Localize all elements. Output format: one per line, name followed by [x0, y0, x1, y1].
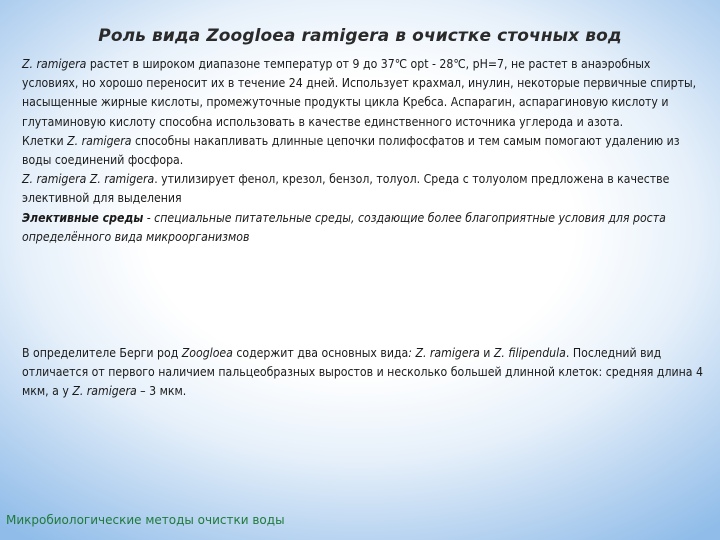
species-name: Z. ramigera — [67, 133, 132, 148]
paragraph-prefix: Клетки — [22, 133, 68, 148]
text-segment: и — [479, 346, 494, 360]
text-segment: . Последний вид отличается от первого наличием пальцеобразных выростов и несколько большей длинной клеток: средняя длина 4 мкм, а у — [22, 346, 703, 399]
text-segment: содержит два основных вида — [232, 346, 409, 360]
bergey-text-block — [22, 344, 704, 402]
paragraph-polyphosphates — [22, 132, 704, 170]
species-name: Z. ramigera — [72, 384, 137, 399]
slide-footer: Микробиологические методы очистки воды — [6, 513, 285, 527]
paragraph-bergey — [22, 344, 704, 402]
species-name: Z. ramigera Z. ramigera — [22, 172, 155, 187]
species-name: Z. ramigera — [22, 57, 87, 71]
paragraph-elective-media — [22, 209, 704, 247]
main-text-block — [22, 55, 704, 247]
text-segment: – 3 мкм. — [136, 384, 187, 399]
species-name: Z. filipendula — [493, 346, 566, 360]
text-segment: : — [408, 346, 416, 360]
paragraph-temperature — [22, 55, 704, 132]
paragraph-text: - специальные питательные среды, создающие более благоприятные условия для роста определённого вида микроорганизмов — [22, 210, 666, 244]
genus-name: Zoogloea — [181, 346, 233, 360]
slide-title: Роль вида Zoogloea ramigera в очистке сточных вод — [98, 26, 622, 46]
term-elective-media: Элективные среды — [22, 210, 144, 225]
text-segment: В определителе Берги род — [22, 346, 182, 360]
species-name: Z. ramigera — [415, 346, 480, 360]
paragraph-phenol — [22, 170, 704, 208]
paragraph-text: . утилизирует фенол, крезол, бензол, толуол. Среда с толуолом предложена в качестве элективной для выделения — [22, 172, 670, 206]
paragraph-text: растет в широком диапазоне температур от 9 до 37℃ opt - 28℃, pH=7, не растет в анаэробных условиях, но хорошо переносит их в течение 24 дней. Использует крахмал, инулин, некоторые первичные спирты, насыщенные жирные кислоты, промежуточные продукты цикла Кребса. Аспарагин, аспарагиновую кислоту и глутаминовую кислоту способна использовать в качестве единственного источника углерода и азота. — [22, 57, 697, 129]
paragraph-text: способны накапливать длинные цепочки полифосфатов и тем самым помогают удалению из воды соединений фосфора. — [22, 133, 680, 168]
